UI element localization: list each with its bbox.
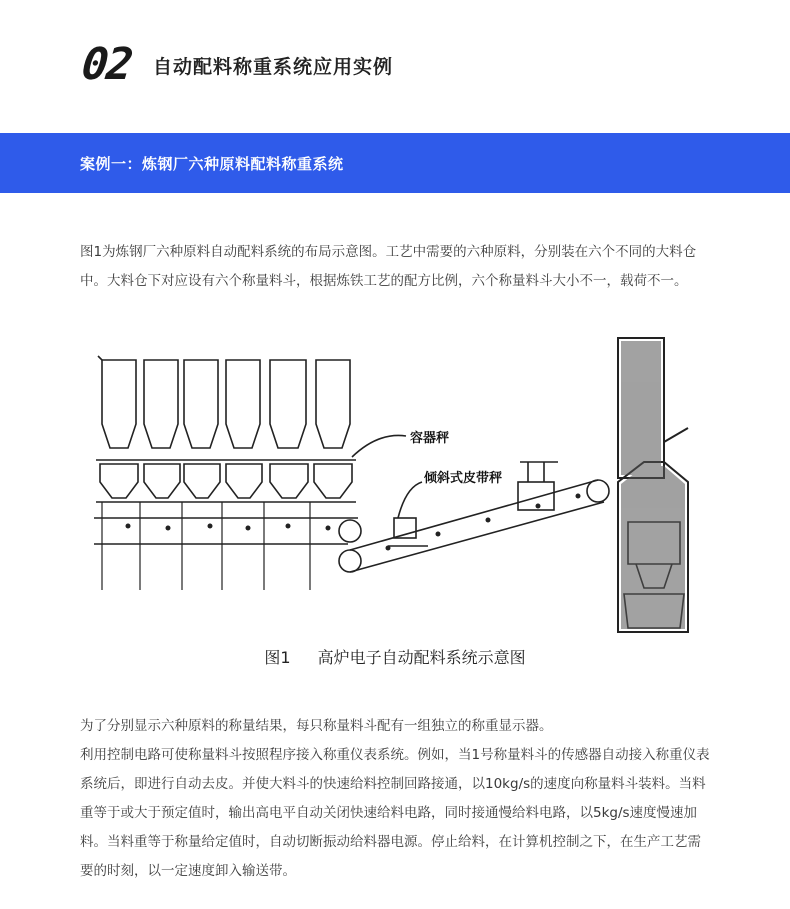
silo-6: [316, 360, 350, 448]
case-banner: [0, 133, 790, 193]
body-paragraph: 为了分别显示六种原料的称量结果，每只称量料斗配有一组独立的称重显示器。 利用控制电路可使称量料斗按照程序接入称重仪表系统。例如，当1号称量料斗的传感器自动接入称重仪表系统后，即进行自动去皮。并使大料斗的快速给料控制回路接通，以10kg/s的速度向称量料斗装料。当料重等于或大于预定值时，输出高电平自动关闭快速给料电路，同时接通慢给料电路，以5kg/s速度慢速加料。当料重等于称量给定值时，自动切断振动给料器电源。停止给料，在计算机控制之下，在生产工艺需要的时刻，以一定速度卸入输送带。: [80, 718, 710, 879]
caption-text: 高炉电子自动配料系统示意图: [317, 648, 526, 667]
section-title: 自动配料称重系统应用实例: [152, 55, 393, 78]
silo-2: [144, 360, 178, 448]
silo-4: [226, 360, 260, 448]
silo-5: [270, 360, 306, 448]
intro-paragraph: 图1为炼钢厂六种原料自动配料系统的布局示意图。工艺中需要的六种原料，分别装在六个不同的大料仓中。大料仓下对应设有六个称量料斗，根据炼铁工艺的配方比例，六个称量料斗大小不一，载荷不一。: [80, 244, 697, 289]
caption-number: 图1: [264, 648, 291, 667]
container-scale-label: 容器秤: [410, 431, 450, 446]
section-header: [79, 39, 393, 90]
case-title: 案例一：炼钢厂六种原料配料称重系统: [80, 154, 344, 173]
silo-1: [98, 356, 136, 448]
belt-scale-label: 倾斜式皮带秤: [424, 471, 503, 486]
diagram-svg: [88, 332, 700, 637]
weighing-hoppers: [96, 460, 356, 502]
figure-caption: [0, 645, 790, 668]
system-diagram: [88, 332, 700, 637]
silo-3: [184, 360, 218, 448]
section-number: 02: [79, 39, 134, 90]
